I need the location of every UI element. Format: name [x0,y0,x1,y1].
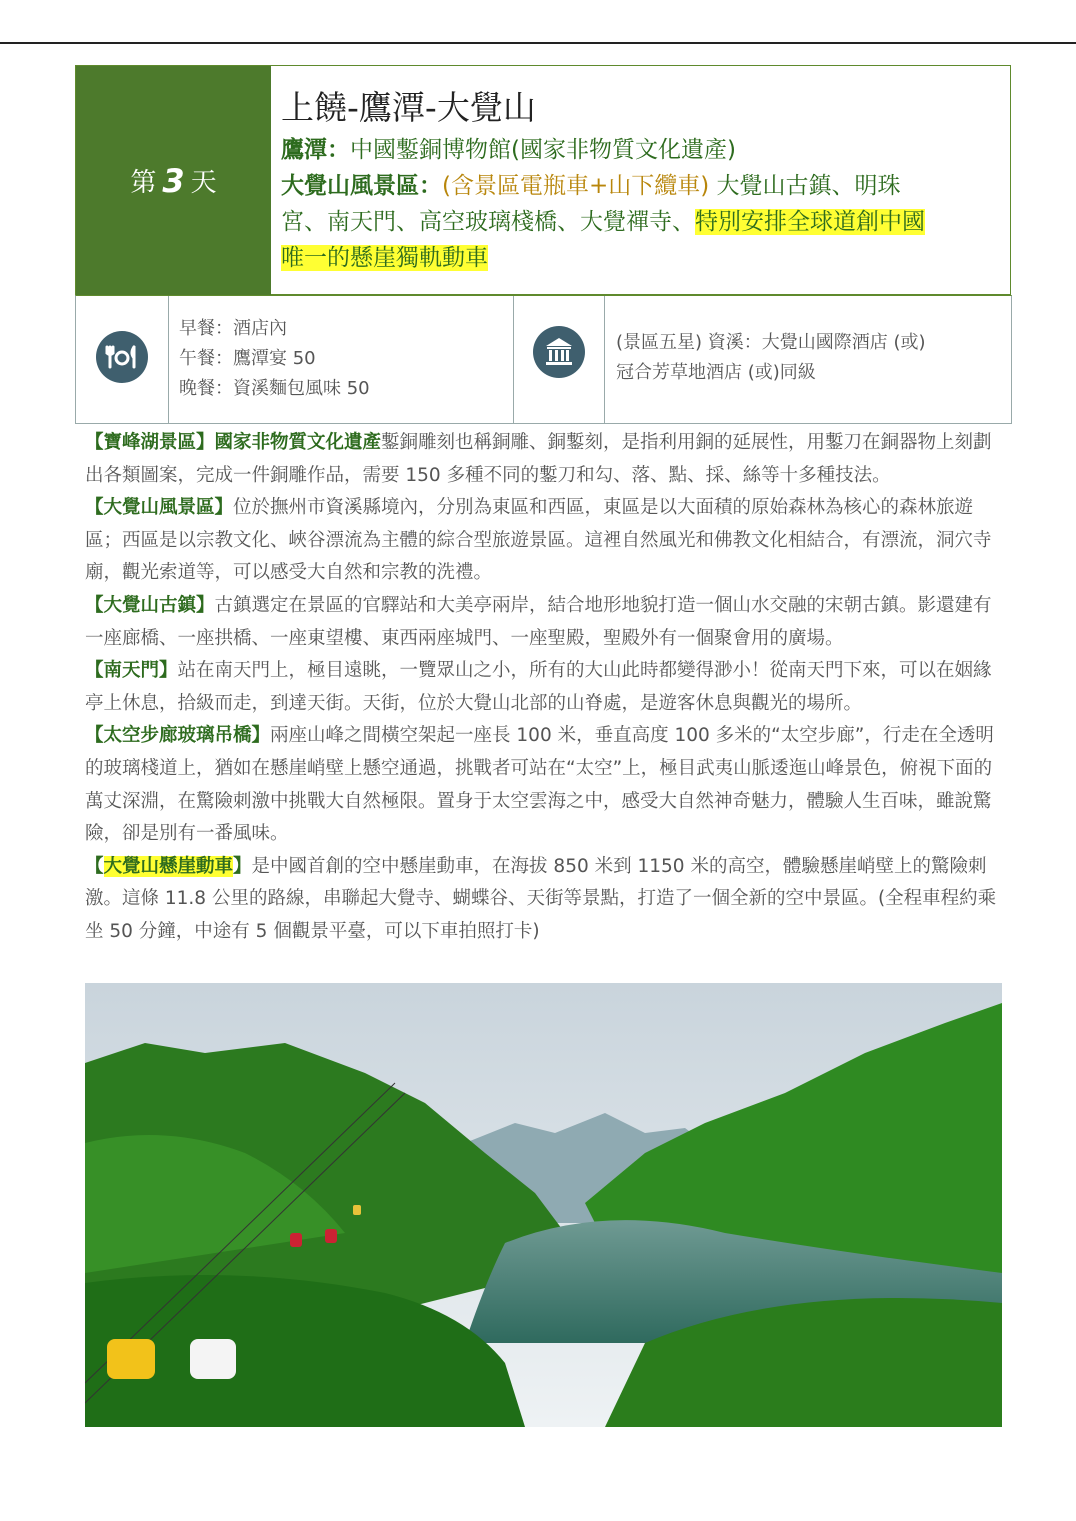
stop-line-4 [281,240,1001,276]
day-number: 3 [162,161,185,200]
stop-line-3 [281,204,1001,240]
paragraph-text: 鏨銅雕刻也稱銅雕、銅鏨刻，是指利用銅的延展性，用鏨刀在銅器物上刻劃出各類圖案，完成一件銅雕作品，需要 150 多種不同的鏨刀和勾、落、點、採、絲等十多種技法。 [85,432,992,486]
highlight-text: 唯一的懸崖獨軌動車 [281,245,488,271]
stop-text: 宮、南天門、高空玻璃棧橋、大覺禪寺、 [281,209,695,235]
hotel-line-1: (景區五星) 資溪：大覺山國際酒店 (或) [616,332,926,353]
paragraph-text: 兩座山峰之間橫空架起一座長 100 米，垂直高度 100 多米的“太空步廊”，行走在全透明的玻璃棧道上，猶如在懸崖峭壁上懸空通過，挑戰者可站在“太空”上，極目武夷山脈逶迤山峰景色，俯視下面的萬丈深淵，在驚險刺激中挑戰大自然極限。置身于太空雲海之中，感受大自然神奇魅力，體驗人生百味，雖說驚險，卻是別有一番風味。 [85,725,994,845]
section-tag: 【大覺山古鎮】 [85,594,215,616]
hotel-icon [533,326,585,378]
section-tag: 【寶峰湖景區】國家非物質文化遺產 [85,432,382,453]
highlight-text: 大覺山懸崖動車 [103,855,234,877]
bracket: 【 [85,855,104,877]
scenery-photo [85,983,1002,1427]
description [85,427,1005,949]
day-suffix: 天 [190,168,217,198]
day-content [281,86,1001,276]
section-tag: 【大覺山風景區】 [85,497,234,519]
section-tag: 【南天門】 [85,660,178,682]
section-tag [85,856,252,877]
dinner: 晚餐：資溪麵包風味 50 [179,378,370,399]
hotel-line-2: 冠合芳草地酒店 (或)同級 [616,362,816,383]
section-tag: 【太空步廊玻璃吊橋】 [85,725,271,747]
lunch: 午餐：鷹潭宴 50 [179,348,316,369]
paragraph [85,851,1005,949]
divider [513,296,514,423]
breakfast: 早餐：酒店內 [179,318,287,339]
meal-icon [96,331,148,383]
stop-text: 大覺山古鎮、明珠 [709,173,901,199]
itinerary-title: 上饒-鷹潭-大覺山 [281,88,536,127]
highlight-text: 特別安排全球道創中國 [695,209,925,235]
paragraph [85,655,1005,720]
paragraph [85,427,1005,492]
paragraph [85,492,1005,590]
paragraph [85,590,1005,655]
paragraph-text: 站在南天門上，極目遠眺，一覽眾山之小，所有的大山此時都變得渺小！從南天門下來，可以在姻緣亭上休息，拾級而走，到達天街。天街，位於大覺山北部的山脊處，是遊客休息與觀光的場所。 [85,660,992,714]
day-label [76,66,271,295]
day-header [75,65,1011,295]
bracket: 】 [233,855,252,877]
hotel-info [616,328,996,388]
stop-line-1 [281,132,1001,168]
stop-label: 鷹潭： [281,137,350,163]
day-prefix: 第 [130,168,157,198]
paragraph-text: 位於撫州市資溪縣境內，分別為東區和西區，東區是以大面積的原始森林為核心的森林旅遊區；西區是以宗教文化、峽谷漂流為主體的綜合型旅遊景區。這裡自然風光和佛教文化相結合，有漂流，洞穴寺廟，觀光索道等，可以感受大自然和宗教的洗禮。 [85,497,992,584]
meals-list [179,314,370,404]
divider [168,296,169,423]
stop-label: 大覺山風景區： [281,173,442,199]
header-rule [0,42,1076,44]
paragraph-text: 古鎮選定在景區的官驛站和大美亭兩岸，結合地形地貌打造一個山水交融的宋朝古鎮。影還建有一座廊橋、一座拱橋、一座東望樓、東西兩座城門、一座聖殿，聖殿外有一個聚會用的廣場。 [85,594,992,649]
included-note: (含景區電瓶車+山下纜車) [442,173,710,199]
paragraph [85,720,1005,850]
meal-hotel-row [75,295,1012,424]
divider [604,296,605,423]
stop-line-2 [281,168,1001,204]
paragraph-text: 是中國首創的空中懸崖動車，在海拔 850 米到 1150 米的高空，體驗懸崖峭壁上的驚險刺激。這條 11.8 公里的路線，串聯起大覺寺、蝴蝶谷、天街等景點，打造了一個全新的空中景區。(全程車程約乘坐 50 分鐘，中途有 5 個觀景平臺，可以下車拍照打卡) [85,855,997,942]
stop-text: 中國鏨銅博物館(國家非物質文化遺產) [350,137,736,163]
